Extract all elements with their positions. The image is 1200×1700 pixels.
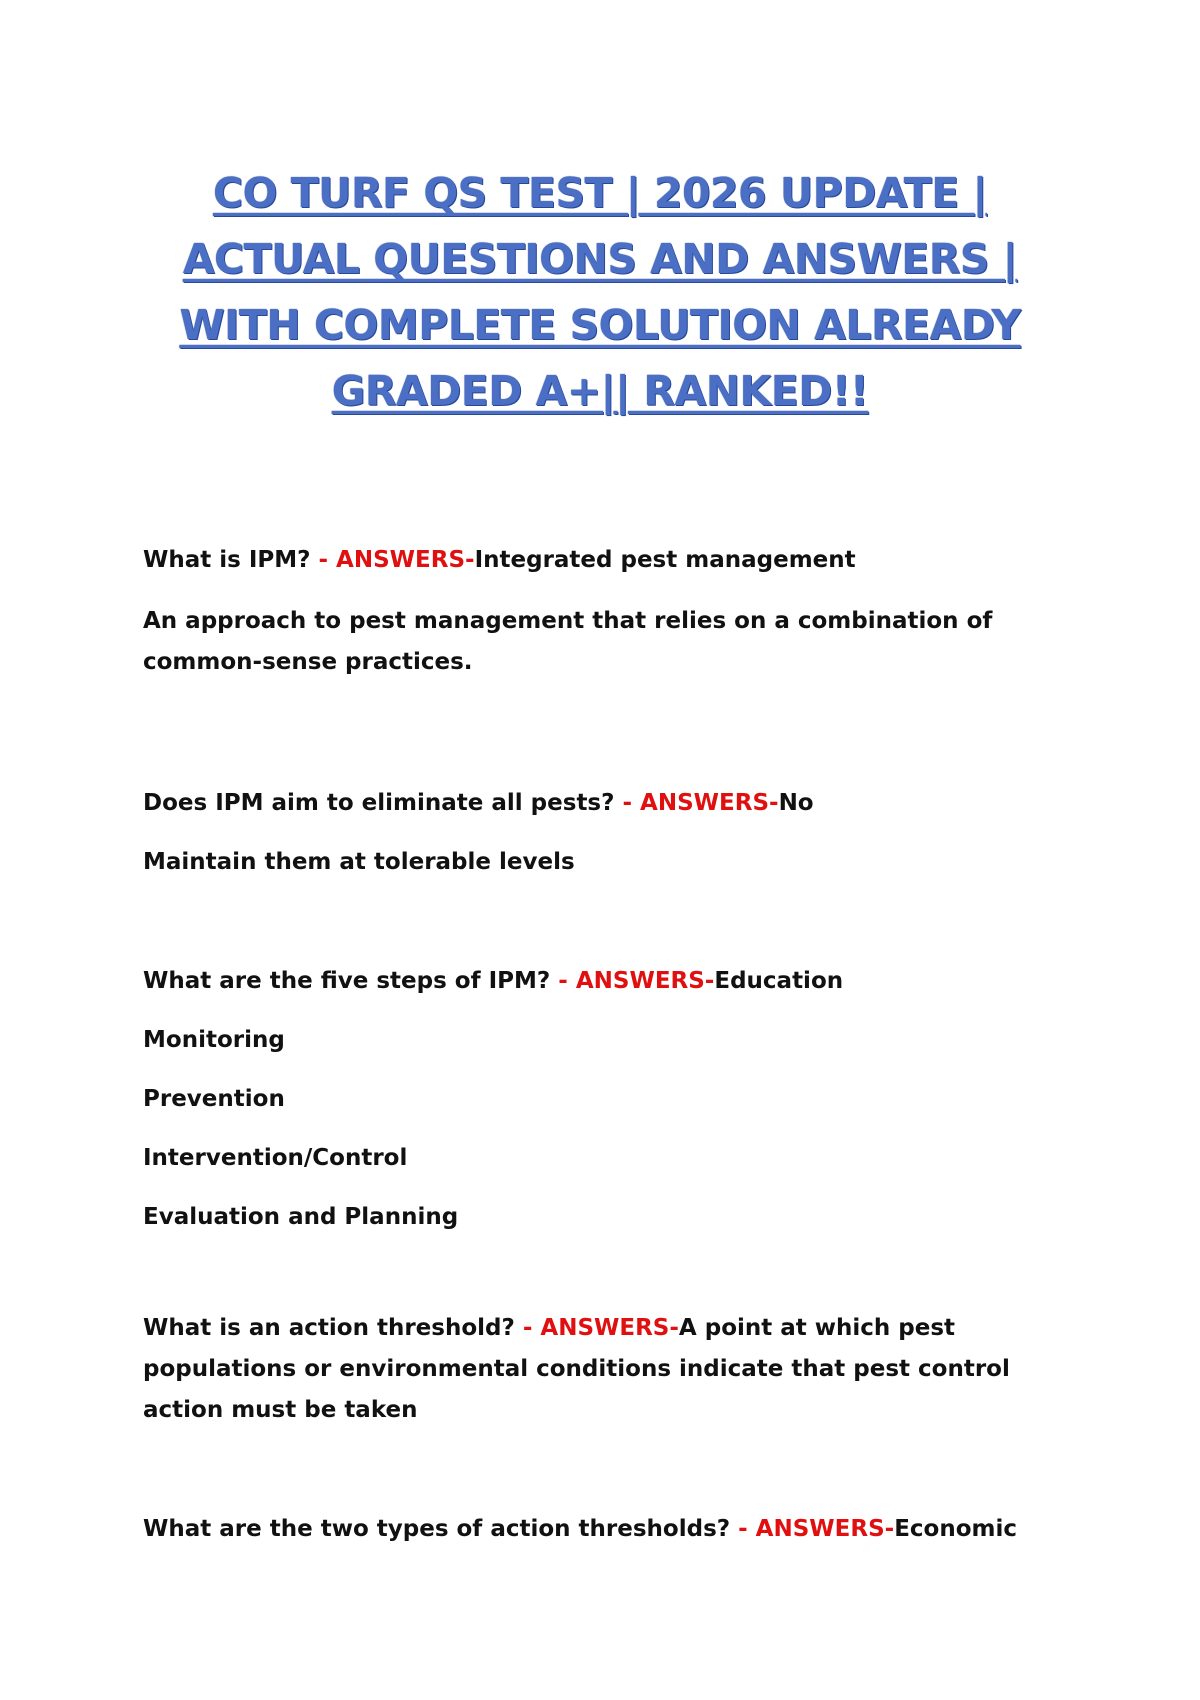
qa-item: [143, 540, 1043, 683]
answer-marker: - ANSWERS-: [318, 547, 475, 573]
answer-line: Maintain them at tolerable levels: [143, 849, 575, 875]
question-line: [143, 961, 1043, 1002]
answer-line: Evaluation and Planning: [143, 1204, 459, 1230]
question-line: [143, 1308, 1043, 1349]
title-line: CO TURF QS TEST | 2026 UPDATE |: [212, 169, 987, 217]
answer-text: No: [778, 790, 814, 816]
answer-text: Education: [714, 968, 844, 994]
qa-item: [143, 1509, 1043, 1550]
answer-marker: - ANSWERS-: [738, 1516, 895, 1542]
question-text: Does IPM aim to eliminate all pests?: [143, 790, 623, 816]
answer-text: Economic: [894, 1516, 1017, 1542]
question-line: [143, 1509, 1043, 1550]
title-line: WITH COMPLETE SOLUTION ALREADY: [179, 301, 1021, 349]
qa-list: [143, 540, 1043, 1550]
answer-marker: - ANSWERS-: [558, 968, 715, 994]
answer-marker: - ANSWERS-: [622, 790, 779, 816]
answer-marker: - ANSWERS-: [522, 1315, 679, 1341]
qa-item: [143, 783, 1043, 883]
qa-item: [143, 1308, 1043, 1431]
document-title: [150, 160, 1050, 424]
title-line: ACTUAL QUESTIONS AND ANSWERS |: [182, 235, 1018, 283]
answer-text: A point at which pest: [678, 1315, 956, 1341]
question-text: What is IPM?: [143, 547, 319, 573]
question-text: What are the two types of action thresholds?: [143, 1516, 739, 1542]
answer-line: populations or environmental conditions indicate that pest control: [143, 1356, 1010, 1382]
answer-text: Integrated pest management: [474, 547, 856, 573]
answer-line: action must be taken: [143, 1397, 418, 1423]
answer-line: Prevention: [143, 1086, 285, 1112]
answer-line: common-sense practices.: [143, 649, 473, 675]
question-line: [143, 783, 1043, 824]
answer-line: An approach to pest management that relies on a combination of: [143, 608, 993, 634]
question-line: [143, 540, 1043, 581]
question-text: What is an action threshold?: [143, 1315, 523, 1341]
qa-item: [143, 961, 1043, 1238]
answer-line: Monitoring: [143, 1027, 285, 1053]
answer-line: Intervention/Control: [143, 1145, 408, 1171]
question-text: What are the five steps of IPM?: [143, 968, 559, 994]
title-line: GRADED A+|| RANKED!!: [331, 367, 869, 415]
